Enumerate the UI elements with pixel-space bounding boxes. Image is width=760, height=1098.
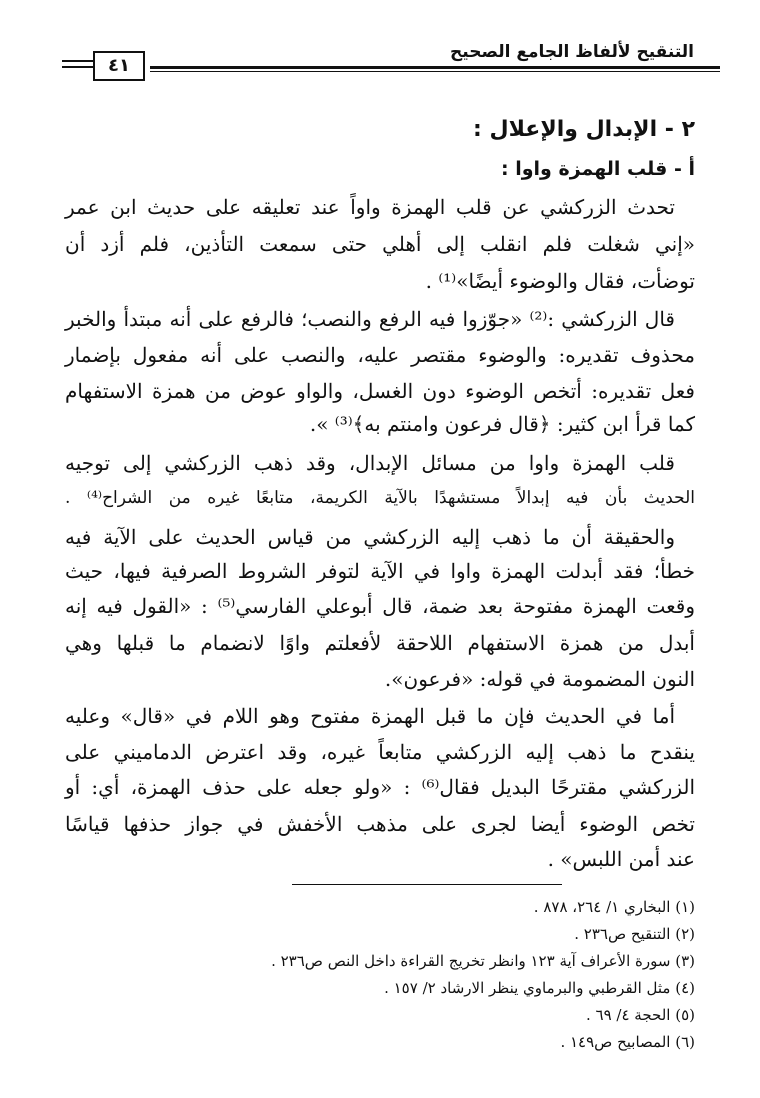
- text-line: الحديث بأن فيه إبدالاً مستشهدًا بالآية الكريمة، متابعًا غيره من الشراح⁽⁴⁾ .: [65, 488, 696, 508]
- text-line: فعل تقديره: أتخص الوضوء دون الغسل، والواو عوض من همزة الاستفهام: [65, 379, 695, 403]
- text-line: قال الزركشي :⁽²⁾ «جوّزوا فيه الرفع والنصب؛ فالرفع على أنه مبتدأ والخبر: [65, 307, 675, 331]
- running-title: التنقيح لألفاظ الجامع الصحيح: [450, 42, 694, 62]
- header-rule-thin: [150, 71, 720, 72]
- text-line: وقعت الهمزة مفتوحة بعد ضمة، قال أبوعلي الفارسي⁽⁵⁾ : «القول فيه إنه: [65, 594, 695, 618]
- footnote: (٣) سورة الأعراف آية ١٢٣ وانظر تخريج القراءة داخل النص ص٢٣٦ .: [271, 952, 695, 970]
- page-number: ٤١: [93, 51, 145, 81]
- footnote: (٢) التنقيح ص٢٣٦ .: [574, 925, 695, 943]
- text-line: النون المضمومة في قوله: «فرعون».: [384, 667, 695, 691]
- text-line: كما قرأ ابن كثير: ﴿قال فرعون وامنتم به﴾⁽³⁾ ».: [309, 412, 695, 436]
- text-line: ينقدح ما ذهب إليه الزركشي متابعاً غيره، وقد اعترض الدماميني على: [65, 740, 695, 764]
- footnote-separator: [292, 884, 562, 885]
- footnote: (٦) المصابيح ص١٤٩ .: [560, 1033, 695, 1051]
- text-line: والحقيقة أن ما ذهب إليه الزركشي من قياس الحديث على الآية فيه: [65, 525, 675, 549]
- header-rule: [150, 66, 720, 69]
- subheading: أ - قلب الهمزة واوا :: [501, 158, 695, 180]
- footnote: (٥) الحجة ٤/ ٦٩ .: [585, 1006, 695, 1024]
- text-line: أما في الحديث فإن ما قبل الهمزة مفتوح وهو اللام في «قال» وعليه: [65, 704, 675, 728]
- section-heading: ٢ - الإبدال والإعلال :: [473, 117, 695, 142]
- text-line: «إني شغلت فلم انقلب إلى أهلي حتى سمعت التأذين، فلم أزد أن: [65, 232, 695, 256]
- text-line: محذوف تقديره: والوضوء مقتصر عليه، والنصب على أنه مفعول بإضمار: [65, 343, 695, 367]
- footnote: (٤) مثل القرطبي والبرماوي ينظر الارشاد ٢/ ١٥٧ .: [384, 979, 695, 997]
- text-line: قلب الهمزة واوا من مسائل الإبدال، وقد ذهب الزركشي إلى توجيه: [65, 451, 675, 475]
- text-line: تخص الوضوء أيضا لجرى على مذهب الأخفش في جواز حذفها قياسًا: [65, 812, 695, 836]
- text-line: خطأ؛ فقد أبدلت الهمزة واوا في الآية لتوفر الشروط الصرفية فيها، حيث: [65, 559, 695, 583]
- page-number-rule-top: [62, 60, 94, 62]
- text-line: تحدث الزركشي عن قلب الهمزة واواً عند تعليقه على حديث ابن عمر: [65, 195, 675, 219]
- page-number-rule-bottom: [62, 66, 94, 68]
- text-line: أبدل من همزة الاستفهام اللاحقة لأفعلتم واوًا لانضمام ما قبلها وهي: [65, 631, 695, 655]
- text-line: الزركشي مقترحًا البديل فقال⁽⁶⁾ : «ولو جعله على حذف الهمزة، أي: أو: [65, 775, 696, 799]
- footnote: (١) البخاري ١/ ٢٦٤، ٨٧٨ .: [533, 898, 695, 916]
- text-line: توضأت، فقال والوضوء أيضًا»⁽¹⁾ .: [425, 269, 695, 293]
- text-line: عند أمن اللبس» .: [547, 847, 695, 871]
